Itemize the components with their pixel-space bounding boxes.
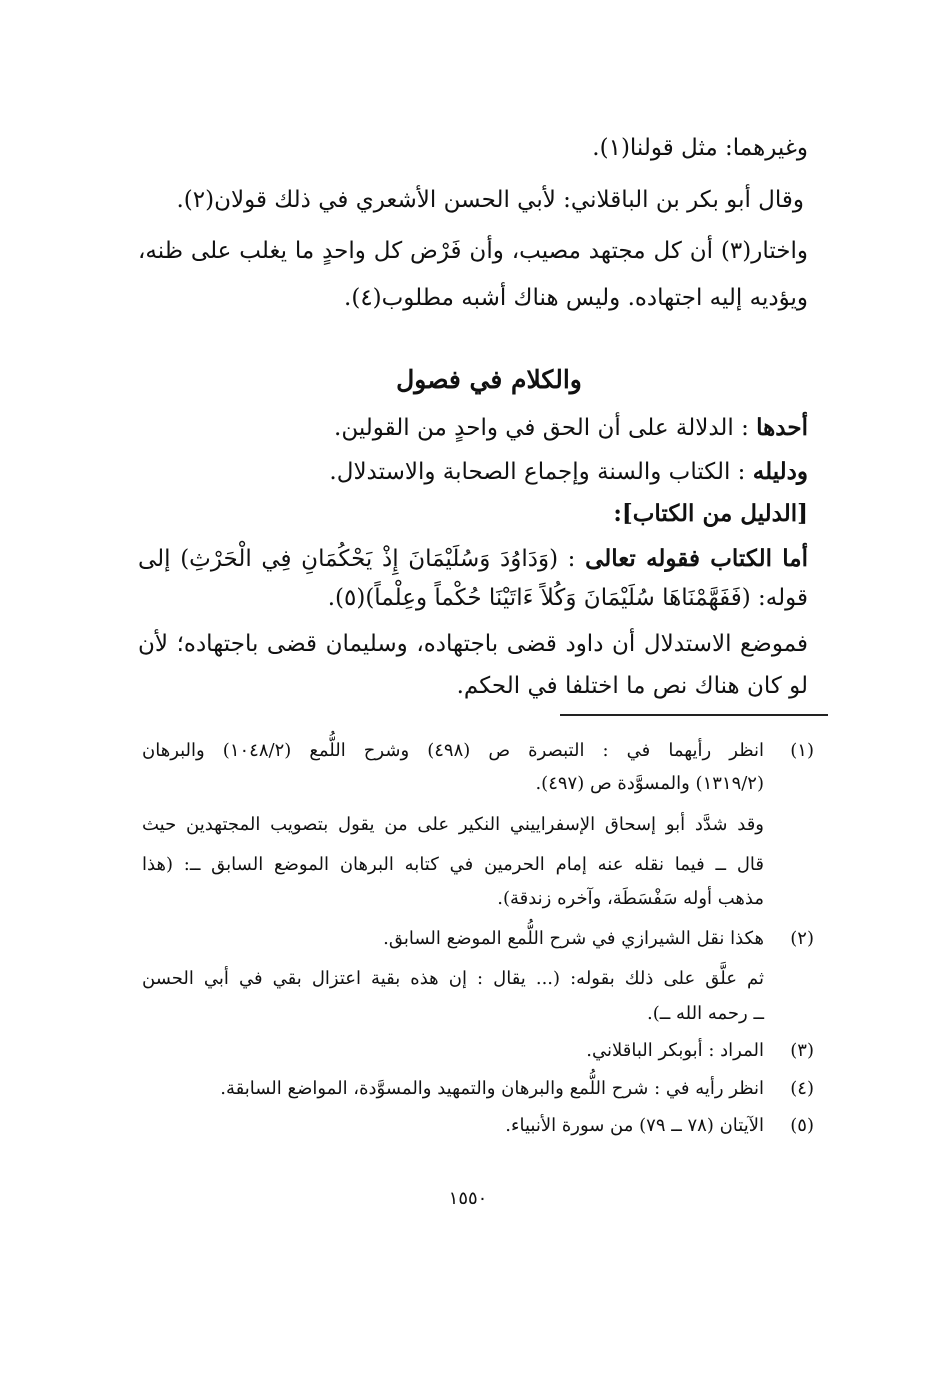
footnote-4-number: (٤) — [790, 1078, 814, 1099]
footnote-1 — [142, 738, 814, 764]
footnote-1-text-line-3: وقد شدَّد أبو إسحاق الإسفراييني النكير على من يقول بتصويب المجتهدين حيث — [142, 814, 764, 835]
footnote-2-text-line-3: ــ رحمه الله ــ). — [647, 1003, 764, 1024]
footnote-4 — [220, 1076, 814, 1102]
footnote-1-text-line-5: مذهب أوله سَفْسَطَة، وآخره زندقة). — [497, 888, 764, 909]
footnote-5 — [505, 1113, 814, 1139]
evidence-line-2: لو كان هناك نص ما اختلفا في الحكم. — [456, 673, 808, 699]
footnote-3 — [586, 1038, 814, 1064]
body-line-1: وغيرهما: مثل قولنا(١). — [592, 135, 808, 161]
book-evidence-line — [138, 544, 808, 574]
verse-line: قوله: (فَفَهَّمْنَاهَا سُلَيْمَانَ وَكُلاً ءَاتَيْنَا حُكْماً وعِلْماً)(٥). — [327, 585, 808, 611]
footnote-1-text-line-4: قال ــ فيما نقله عنه إمام الحرمين في كتابه البرهان الموضع السابق ــ: (هذا — [142, 854, 764, 875]
book-evidence-text: : (وَدَاوُدَ وَسُلَيْمَانَ إِذْ يَحْكُمَانِ فِي الْحَرْثِ) إلى — [138, 546, 576, 572]
footnote-2-number: (٢) — [790, 928, 814, 949]
footnote-3-number: (٣) — [790, 1040, 814, 1061]
evidence-line-1: فموضع الاستدلال أن داود قضى باجتهاده، وسليمان قضى باجتهاده؛ لأن — [138, 631, 808, 657]
footnote-1-number: (١) — [790, 740, 814, 761]
body-line-2: وقال أبو بكر بن الباقلاني: لأبي الحسن الأشعري في ذلك قولان(٢). — [176, 187, 804, 213]
footnote-2-text-line-2: ثم علَّق على ذلك بقوله: (... يقال : إن هذه بقية اعتزال بقي في أبي الحسن — [142, 968, 764, 989]
footnote-2 — [383, 926, 814, 952]
footnote-5-number: (٥) — [790, 1115, 814, 1136]
footnote-5-text: الآيتان (٧٨ ــ ٧٩) من سورة الأنبياء. — [505, 1115, 764, 1136]
page-number: ١٥٥٠ — [448, 1188, 488, 1209]
proof-label: ودليله — [752, 458, 808, 485]
body-line-3: واختار(٣) أن كل مجتهد مصيب، وأن فَرْض كل واحدٍ ما يغلب على ظنه، — [138, 238, 808, 264]
first-point-text: : الدلالة على أن الحق في واحدٍ من القولين. — [334, 415, 749, 441]
footnote-separator — [560, 714, 828, 716]
proof-line — [329, 457, 808, 487]
first-point-label: أحدها — [756, 414, 808, 441]
footnote-1-text-line-2: (١٣١٩/٢) والمسوَّدة ص (٤٩٧). — [535, 773, 764, 794]
footnote-3-text: المراد : أبوبكر الباقلاني. — [586, 1040, 764, 1061]
footnote-4-text: انظر رأيه في : شرح اللُّمع والبرهان والتمهيد والمسوَّدة، المواضع السابقة. — [220, 1078, 764, 1099]
first-point-line — [334, 413, 808, 443]
section-heading: والكلام في فصول — [396, 365, 582, 394]
proof-text: : الكتاب والسنة وإجماع الصحابة والاستدلال. — [329, 459, 746, 485]
footnote-2-text-line-1: هكذا نقل الشيرازي في شرح اللُّمع الموضع السابق. — [383, 928, 764, 949]
book-evidence-label: أما الكتاب فقوله تعالى — [585, 545, 809, 572]
book-evidence-heading: [الدليل من الكتاب]: — [613, 500, 808, 527]
body-line-4: ويؤديه إليه اجتهاده. وليس هناك أشبه مطلوب(٤). — [344, 285, 808, 311]
footnote-1-text-line-1: انظر رأيهما في : التبصرة ص (٤٩٨) وشرح اللُّمع (١٠٤٨/٢) والبرهان — [142, 740, 764, 761]
